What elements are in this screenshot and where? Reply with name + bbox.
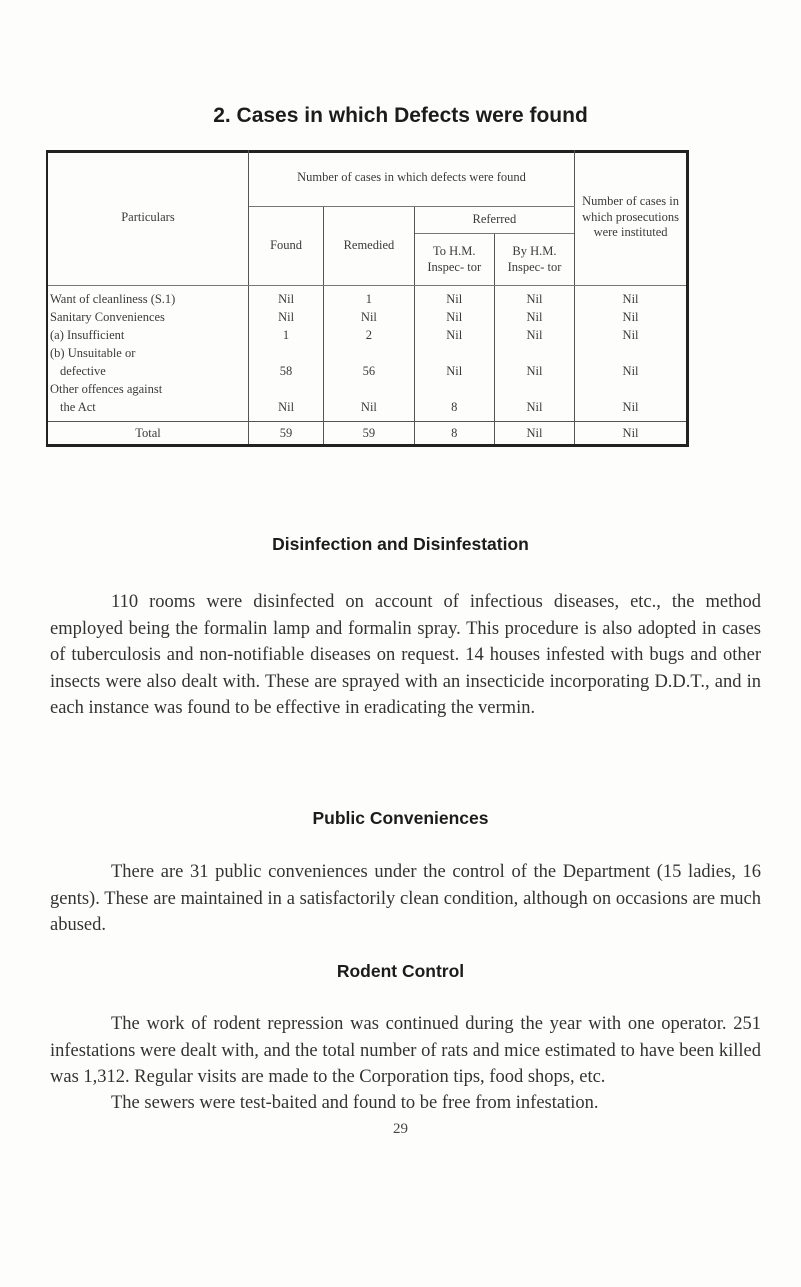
cell-to-hm: Nil: [414, 362, 494, 380]
cell-remedied: Nil: [324, 308, 414, 326]
cell-prosecutions: Nil: [575, 326, 688, 344]
header-referred: Referred: [414, 207, 574, 234]
cell-remedied: [324, 380, 414, 398]
cell-by-hm: Nil: [494, 286, 574, 309]
row-label: Other offences against: [47, 380, 248, 398]
disinfection-title: Disinfection and Disinfestation: [272, 534, 529, 554]
total-label: Total: [47, 422, 248, 446]
section-title: 2. Cases in which Defects were found: [213, 104, 588, 127]
cell-remedied: Nil: [324, 398, 414, 422]
cell-prosecutions: [575, 344, 688, 362]
cell-by-hm: Nil: [494, 326, 574, 344]
table-row: [47, 380, 688, 398]
cell-found: 58: [248, 362, 323, 380]
cell-found: Nil: [248, 398, 323, 422]
cell-found: Nil: [248, 308, 323, 326]
cell-found: Nil: [248, 286, 323, 309]
row-label: (b) Unsuitable or: [47, 344, 248, 362]
row-label: defective: [47, 362, 248, 380]
total-found: 59: [248, 422, 323, 446]
public-conveniences-title: Public Conveniences: [312, 808, 489, 828]
cell-by-hm: Nil: [494, 362, 574, 380]
rodent-control-title: Rodent Control: [336, 961, 465, 981]
disinfection-paragraph: 110 rooms were disinfected on account of infectious diseases, etc., the method employed being the formalin lamp and formalin spray. This procedure is also adopted in cases of tuberculosis and non-notifiable diseases on request. 14 houses infested with bugs and other insects were also dealt with. These are sprayed with an insecticide incorporating D.D.T., and in each instance was found to be effective in eradicating the vermin.: [50, 592, 761, 718]
total-by-hm: Nil: [494, 422, 574, 446]
cell-prosecutions: Nil: [575, 308, 688, 326]
table-row: [47, 286, 688, 309]
cell-prosecutions: Nil: [575, 398, 688, 422]
page-number: 29: [393, 1121, 408, 1137]
cell-by-hm: Nil: [494, 398, 574, 422]
cell-to-hm: Nil: [414, 308, 494, 326]
cell-to-hm: Nil: [414, 286, 494, 309]
cell-prosecutions: Nil: [575, 286, 688, 309]
header-found: Found: [248, 207, 323, 286]
cell-prosecutions: [575, 380, 688, 398]
cell-remedied: 1: [324, 286, 414, 309]
table-row: [47, 308, 688, 326]
cell-to-hm: [414, 380, 494, 398]
total-remedied: 59: [324, 422, 414, 446]
cell-to-hm: [414, 344, 494, 362]
row-label: (a) Insufficient: [47, 326, 248, 344]
cell-prosecutions: Nil: [575, 362, 688, 380]
header-particulars: Particulars: [47, 150, 248, 286]
defects-table: [46, 150, 689, 447]
cell-remedied: 56: [324, 362, 414, 380]
rodent-control-paragraph: The work of rodent repression was continued during the year with one operator. 251 infestations were dealt with, and the total number of rats and mice estimated to have been killed was 1,312. Regular visits are made to the Corporation tips, food shops, etc.: [50, 1014, 761, 1087]
row-label: Want of cleanliness (S.1): [47, 286, 248, 309]
cell-by-hm: [494, 344, 574, 362]
cell-to-hm: Nil: [414, 326, 494, 344]
row-label: Sanitary Conveniences: [47, 308, 248, 326]
cell-by-hm: [494, 380, 574, 398]
rodent-control-paragraph-2: The sewers were test-baited and found to be free from infestation.: [111, 1093, 599, 1113]
table-row: [47, 326, 688, 344]
cell-by-hm: Nil: [494, 308, 574, 326]
header-to-hm-inspector: To H.M. Inspec- tor: [414, 234, 494, 286]
total-to-hm: 8: [414, 422, 494, 446]
header-remedied: Remedied: [324, 207, 414, 286]
header-by-hm-inspector: By H.M. Inspec- tor: [494, 234, 574, 286]
header-number-of-cases: Number of cases in which defects were found: [248, 150, 574, 207]
cell-to-hm: 8: [414, 398, 494, 422]
total-row: [47, 422, 688, 446]
table-row: [47, 344, 688, 362]
header-prosecutions: Number of cases in which prosecutions were instituted: [575, 150, 688, 286]
table-row: [47, 362, 688, 380]
cell-found: [248, 344, 323, 362]
public-conveniences-paragraph: There are 31 public conveniences under the control of the Department (15 ladies, 16 gents). These are maintained in a satisfactorily clean condition, although on occasions are much abused.: [50, 862, 761, 935]
total-prosecutions: Nil: [575, 422, 688, 446]
row-label: the Act: [47, 398, 248, 422]
cell-found: 1: [248, 326, 323, 344]
cell-found: [248, 380, 323, 398]
cell-remedied: [324, 344, 414, 362]
table-row: [47, 398, 688, 422]
cell-remedied: 2: [324, 326, 414, 344]
